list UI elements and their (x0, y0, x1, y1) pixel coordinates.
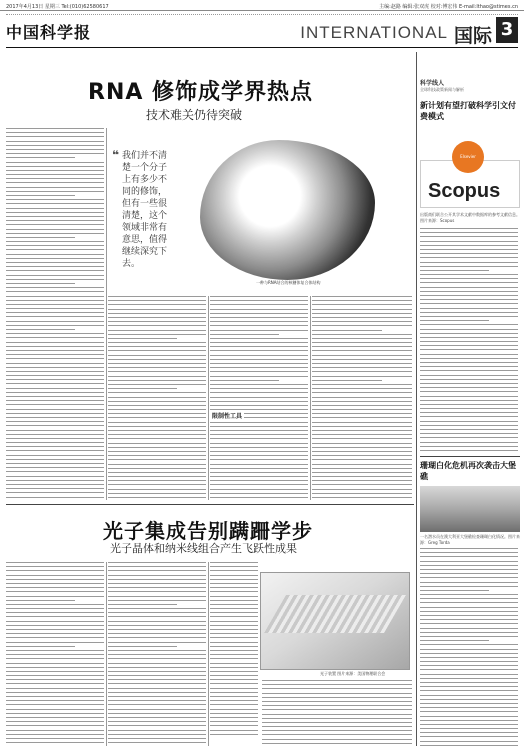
column-divider (208, 562, 209, 746)
top-info-strip (0, 0, 524, 11)
sidebar-column-sub: 全球科技政策新闻与解析 (420, 87, 464, 92)
article2-column-2 (108, 562, 206, 746)
sidebar-headline-1: 新计划有望打破科学引文付费模式 (420, 101, 516, 121)
pull-quote: 我们并不清楚一个分子上有多少不同的修饰，但有一些很清楚，这个领域非常有意思，值得继续深究下去。 (122, 151, 168, 269)
protein-structure-image (200, 140, 375, 280)
article2-column-4 (262, 680, 412, 746)
column-subheader: 限制性工具 (210, 410, 244, 421)
coral-reef-image (420, 486, 520, 532)
column-divider (208, 296, 209, 500)
section-title-en: INTERNATIONAL (300, 23, 448, 42)
elsevier-logo: Elsevier (452, 141, 484, 173)
masthead (6, 14, 518, 48)
sidebar-column-label: 科学线人 (420, 80, 445, 87)
sidebar-text-1 (420, 228, 518, 454)
article2-column-3 (210, 562, 258, 746)
article-separator (6, 504, 414, 505)
article1-subhead: 技术难关仍待突破 (146, 108, 243, 122)
sidebar-divider (416, 52, 417, 746)
column-divider (106, 128, 107, 500)
newspaper-logo: 中国科学报 (6, 23, 92, 42)
date-info: 2017年4月13日 星期三 Tel:(010)62580617 (6, 4, 109, 10)
article2-column-1 (6, 562, 104, 746)
chip-waveguide (264, 595, 406, 633)
chip-image-caption: 光子装置 图片来源：美国物理联合会 (320, 671, 386, 676)
article1-column-1 (6, 128, 104, 500)
column-divider (106, 562, 107, 746)
scopus-logo-text: Scopus (428, 180, 501, 202)
protein-image-caption: 一种与RNA结合的核糖体复合体结构 (256, 280, 321, 285)
article1-column-3 (210, 296, 308, 500)
page-number: 3 (496, 17, 518, 43)
article1-headline: RNA 修饰成学界热点 (88, 80, 314, 105)
article2-subhead: 光子晶体和纳米线组合产生飞跃性成果 (110, 542, 297, 555)
article2-headline: 光子集成告别蹒跚学步 (103, 519, 313, 543)
sidebar-separator (420, 456, 520, 457)
quote-icon: ❝ (112, 148, 120, 162)
section-title-cn: 国际 (453, 25, 492, 47)
article1-column-4 (312, 296, 412, 500)
sidebar-caption-2: 一名潜水员在澳大利亚大堡礁检查珊瑚白化情况。图片来源：Greg Torda (420, 534, 520, 545)
masthead-dots (6, 14, 518, 18)
article1-column-2 (108, 296, 206, 500)
editor-info: 主编:赵路 编辑:张双虎 校对:傅宏伟 E-mail:lthao@stimes.cn (379, 4, 518, 10)
sidebar-text-2 (420, 548, 518, 746)
column-divider (310, 296, 311, 500)
sidebar-caption-1: 出版商们联合公开其学术文献中数据库的参考文献信息。图片来源：Scopus (420, 212, 520, 223)
sidebar-headline-2: 珊瑚白化危机再次袭击大堡礁 (420, 461, 516, 481)
